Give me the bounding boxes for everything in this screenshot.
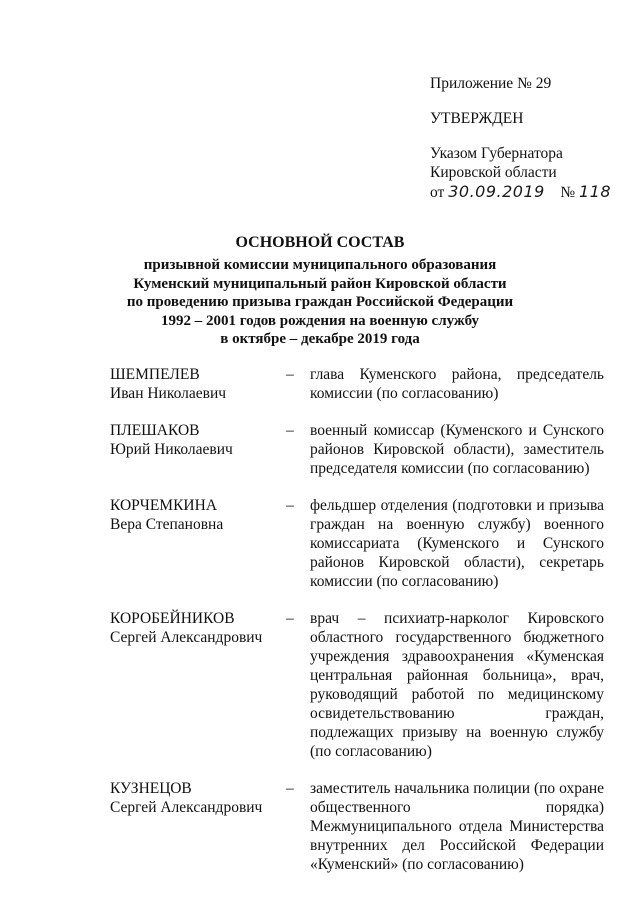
member-given-name: Сергей Александрович <box>110 629 263 646</box>
handwritten-number: 118 <box>578 182 612 201</box>
member-person <box>110 421 286 478</box>
heading-line-2: Куменский муниципальный район Кировской области <box>133 275 507 292</box>
member-dash: – <box>286 610 294 627</box>
heading-line-4: 1992 – 2001 годов рождения на военную службу <box>160 312 480 329</box>
approved-stamp: УТВЕРЖДЕН <box>430 110 524 127</box>
decree-date-row <box>430 182 630 202</box>
member-role: глава Куменского района, председатель комиссии (по согласованию) <box>310 366 604 402</box>
date-prefix: от <box>430 184 445 201</box>
member-dash: – <box>286 780 294 797</box>
member-role: заместитель начальника полиции (по охране общественного порядка) Межмуниципального отдела Министерства внутренних дел Российской Федерации «Куменский» (по согласованию) <box>310 780 604 873</box>
member-role: военный комиссар (Куменского и Сунского районов Кировской области), заместитель председателя комиссии (по согласованию) <box>310 422 604 477</box>
member-surname: КУЗНЕЦОВ <box>110 780 192 797</box>
member-entry <box>110 609 604 761</box>
member-surname: КОРОБЕЙНИКОВ <box>110 610 235 627</box>
member-dash: – <box>286 366 294 383</box>
member-given-name: Иван Николаевич <box>110 385 227 402</box>
heading-line-3: по проведению призыва граждан Российской Федерации <box>126 294 514 311</box>
member-person <box>110 496 286 591</box>
member-person <box>110 779 286 874</box>
member-entry <box>110 496 604 591</box>
member-given-name: Вера Степановна <box>110 516 224 533</box>
member-surname: ПЛЕШАКОВ <box>110 422 200 439</box>
approval-block <box>430 74 630 202</box>
heading-line-1: призывной комиссии муниципального образования <box>143 257 497 273</box>
decree-line-2: Кировской области <box>430 164 557 181</box>
handwritten-date: 30.09.2019 <box>448 182 545 201</box>
document-title: ОСНОВНОЙ СОСТАВ <box>235 234 405 251</box>
commission-members-list <box>110 365 604 892</box>
annex-number: Приложение № 29 <box>430 75 552 92</box>
member-entry <box>110 365 604 403</box>
member-given-name: Сергей Александрович <box>110 799 263 816</box>
member-surname: ШЕМПЕЛЕВ <box>110 366 200 383</box>
member-person <box>110 365 286 403</box>
document-heading <box>100 232 540 349</box>
member-role: врач – психиатр-нарколог Кировского областного государственного бюджетного учреждения здравоохранения «Куменская центральная районная больница», врач, руководящий работой по медицинскому освидетельствованию граждан, подлежащих призыву на военную службу (по согласованию) <box>310 610 604 760</box>
member-person <box>110 609 286 761</box>
member-entry <box>110 779 604 874</box>
member-entry <box>110 421 604 478</box>
member-dash: – <box>286 497 294 514</box>
number-prefix: № <box>560 184 576 201</box>
heading-line-5: в октябре – декабре 2019 года <box>220 331 420 348</box>
member-surname: КОРЧЕМКИНА <box>110 497 218 514</box>
decree-line-1: Указом Губернатора <box>430 145 563 162</box>
member-given-name: Юрий Николаевич <box>110 441 233 458</box>
member-role: фельдшер отделения (подготовки и призыва граждан на военную службу) военного комиссариата (Куменского и Сунского районов Кировской области), секретарь комиссии (по согласованию) <box>310 497 604 590</box>
member-dash: – <box>286 422 294 439</box>
